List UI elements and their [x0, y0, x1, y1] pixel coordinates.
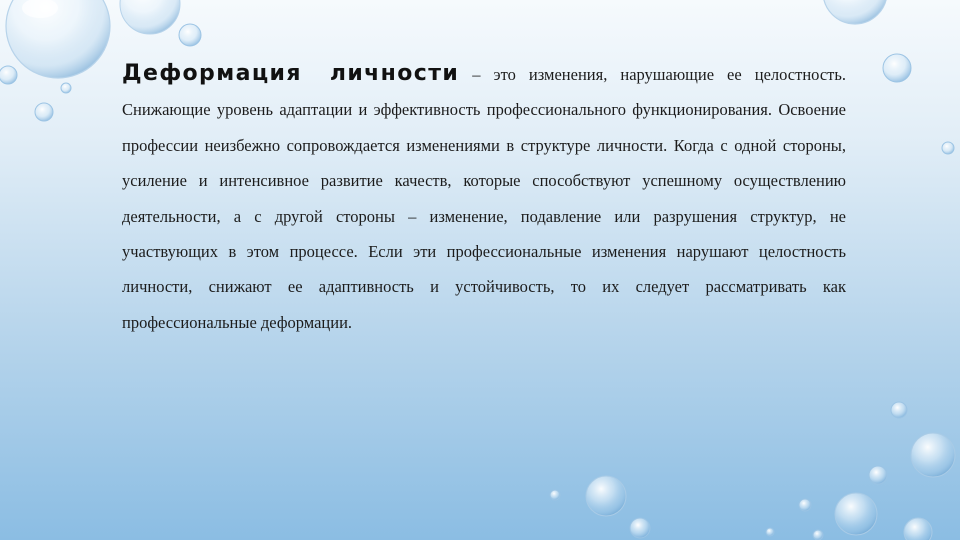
droplet [869, 466, 887, 484]
droplet [904, 518, 932, 540]
droplet [35, 103, 53, 121]
droplet [6, 0, 110, 78]
term-heading: Деформация личности [122, 61, 460, 86]
droplet [823, 0, 887, 24]
droplet [891, 402, 907, 418]
droplet [835, 493, 877, 535]
droplet [799, 499, 811, 511]
droplet [813, 530, 823, 540]
droplet [883, 54, 911, 82]
droplet [911, 433, 955, 477]
droplet [630, 518, 650, 538]
droplet [179, 24, 201, 46]
text-block [122, 56, 846, 396]
droplet [0, 66, 17, 84]
droplet [550, 490, 560, 500]
droplet [120, 0, 180, 34]
droplet [766, 528, 774, 536]
droplet [61, 83, 71, 93]
droplet [942, 142, 954, 154]
droplet [586, 476, 626, 516]
definition-paragraph [122, 56, 846, 340]
definition-text: – это изменения, нарушающие ее целостность. Снижающие уровень адаптации и эффективность профессионального функционирования. Освоение профессии неизбежно сопровождается изменениями в структуре личности. Когда с одной стороны, усиление и интенсивное развитие качеств, которые способствуют успешному осуществлению деятельности, а с другой стороны – изменение, подавление или разрушения структур, не участвующих в этом процессе. Если эти профессиональные изменения нарушают целостность личности, снижают ее адаптивность и устойчивость, то их следует рассматривать как профессиональные деформации. [122, 65, 846, 332]
